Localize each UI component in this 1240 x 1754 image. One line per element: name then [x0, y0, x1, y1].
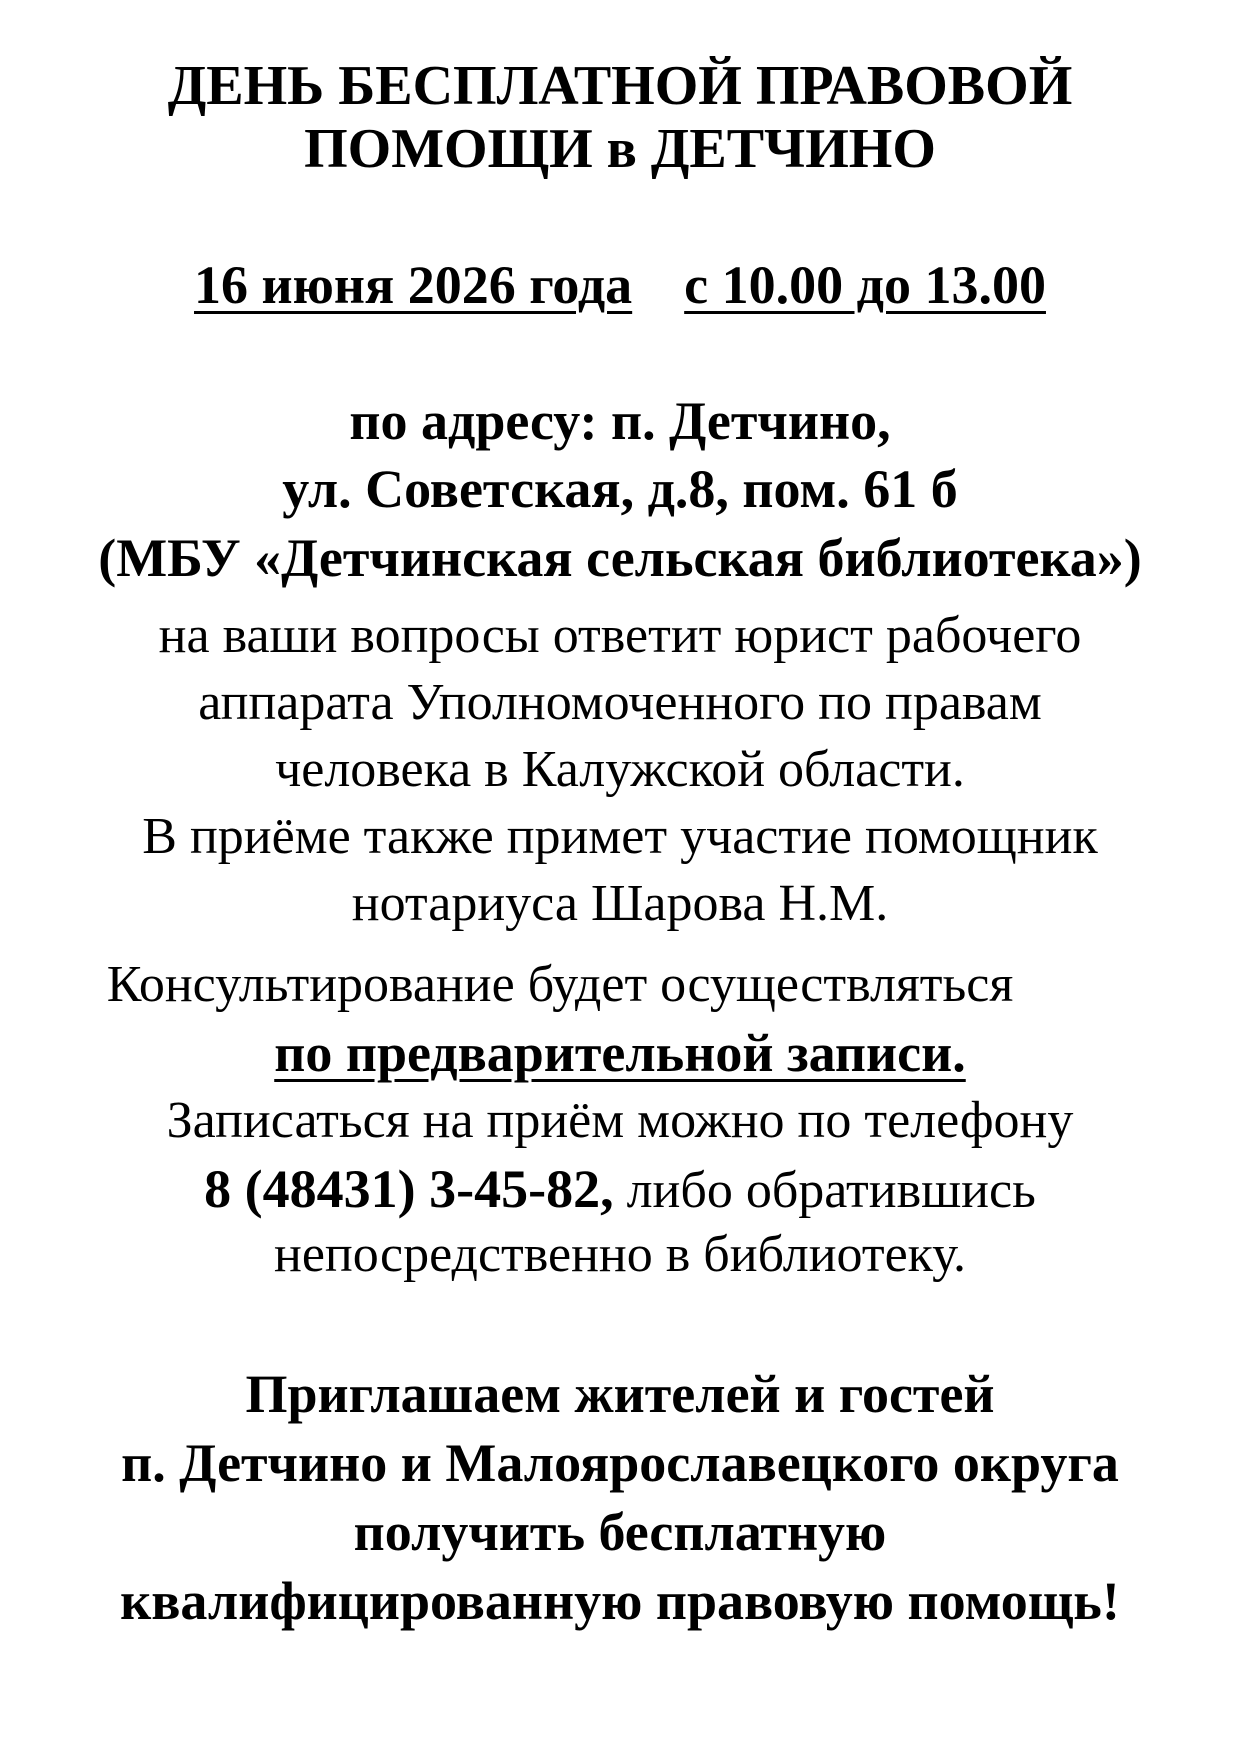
pre-registration-note: по предварительной записи. — [274, 1023, 966, 1083]
description-line-2: аппарата Уполномоченного по правам — [198, 674, 1042, 731]
title-line-2: ПОМОЩИ в ДЕТЧИНО — [304, 118, 936, 180]
phone-number: 8 (48431) 3-45-82, — [204, 1159, 614, 1219]
title-line-1: ДЕНЬ БЕСПЛАТНОЙ ПРАВОВОЙ — [167, 55, 1073, 117]
registration-line-3: Записаться на приём можно по телефону — [166, 1092, 1074, 1149]
invitation-line-3: получить бесплатную — [353, 1502, 887, 1562]
registration-line-4-rest: либо обратившись — [613, 1162, 1036, 1219]
description-line-4: В приёме также примет участие помощник — [142, 808, 1098, 865]
description-line-3: человека в Калужской области. — [275, 741, 965, 798]
address-line-2: ул. Советская, д.8, пом. 61 б — [282, 459, 958, 519]
invitation-line-4: квалифицированную правовую помощь! — [120, 1571, 1120, 1631]
event-time: с 10.00 до 13.00 — [684, 255, 1046, 315]
address-line-1: по адресу: п. Детчино, — [349, 391, 891, 451]
invitation-line-1: Приглашаем жителей и гостей — [245, 1364, 995, 1424]
registration-line-2 — [0, 1023, 1240, 1083]
description-line-5: нотариуса Шарова Н.М. — [351, 875, 889, 932]
registration-line-5: непосредственно в библиотеку. — [274, 1226, 966, 1283]
registration-line-4 — [0, 1159, 1240, 1219]
event-date: 16 июня 2026 года — [194, 255, 633, 315]
address-line-3: (МБУ «Детчинская сельская библиотека») — [98, 528, 1142, 588]
registration-line-1: Консультирование будет осуществляться — [106, 956, 1014, 1013]
description-line-1: на ваши вопросы ответит юрист рабочего — [158, 607, 1082, 664]
invitation-line-2: п. Детчино и Малоярославецкого округа — [121, 1433, 1119, 1493]
schedule-line — [0, 255, 1240, 315]
